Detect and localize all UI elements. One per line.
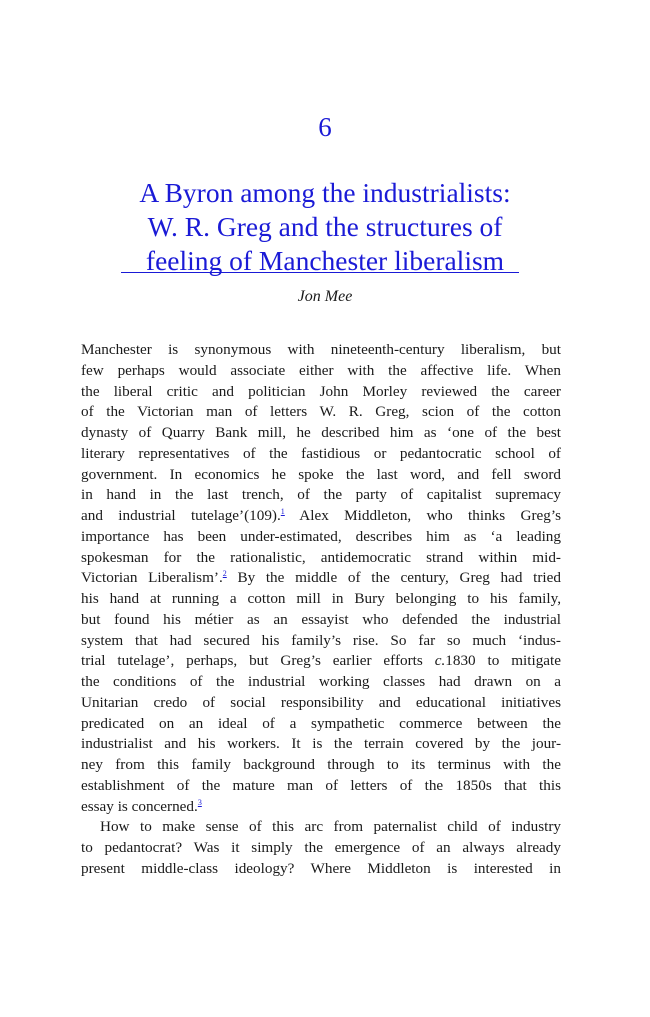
text-line: few perhaps would associate either with the affective life. When bbox=[81, 361, 561, 379]
text-line: but found his métier as an essayist who defended the industrial bbox=[81, 610, 561, 628]
title-underline bbox=[121, 272, 519, 273]
chapter-title-line: W. R. Greg and the structures of bbox=[147, 211, 503, 242]
text-line: present middle-class ideology? Where Middleton is interested in bbox=[81, 859, 561, 877]
text-segment: 1830 to mitigate bbox=[445, 652, 561, 670]
text-line: dynasty of Quarry Bank mill, he described him as ‘one of the best bbox=[81, 424, 561, 441]
text-line: industrialist and his workers. It is the terrain covered by the jour- bbox=[81, 735, 561, 753]
text-line: the liberal critic and politician John Morley reviewed the career bbox=[81, 382, 561, 400]
text-line bbox=[81, 506, 561, 527]
text-segment: Alex Middleton, who thinks Greg’s bbox=[284, 507, 561, 524]
text-line: his hand at running a cotton mill in Bury belonging to his family, bbox=[81, 590, 561, 607]
text-line bbox=[81, 568, 561, 589]
text-line: predicated on an ideal of a sympathetic commerce between the bbox=[81, 714, 561, 732]
text-segment: By the middle of the century, Greg had tried bbox=[226, 569, 561, 587]
text-segment: essay is concerned. bbox=[81, 797, 198, 815]
author-name: Jon Mee bbox=[297, 288, 353, 305]
text-line: to pedantocrat? Was it simply the emergence of an always already bbox=[81, 839, 561, 856]
text-line: establishment of the mature man of letters of the 1850s that this bbox=[81, 776, 561, 794]
footnote-link-3[interactable]: 3 bbox=[197, 797, 202, 807]
text-line: spokesman for the rationalistic, antidemocratic strand within mid- bbox=[81, 548, 561, 566]
text-line: literary representatives of the fastidious or pedantocratic school of bbox=[81, 444, 561, 462]
chapter-title-line: feeling of Manchester liberalism bbox=[145, 245, 505, 276]
text-line: the conditions of the industrial working classes had drawn on a bbox=[81, 673, 561, 690]
text-segment: trial tutelage’, perhaps, but Greg’s earlier efforts bbox=[81, 652, 435, 670]
text-segment: Victorian Liberalism’. bbox=[81, 569, 223, 587]
text-segment: and industrial tutelage’(109). bbox=[81, 507, 281, 524]
footnote-link-1[interactable]: 1 bbox=[280, 507, 285, 516]
chapter-number: 6 bbox=[318, 112, 332, 142]
text-line: How to make sense of this arc from paternalist child of industry bbox=[100, 818, 561, 836]
text-line: system that had secured his family’s rise. So far so much ‘indus- bbox=[81, 631, 561, 649]
text-line bbox=[81, 651, 561, 672]
body-text bbox=[81, 340, 561, 880]
footnote-link-2[interactable]: 2 bbox=[222, 569, 227, 579]
chapter-title bbox=[90, 176, 560, 278]
text-line bbox=[81, 797, 561, 818]
circa-abbreviation: c. bbox=[434, 652, 446, 670]
text-line: Unitarian credo of social responsibility and educational initiatives bbox=[81, 693, 561, 711]
text-line: government. In economics he spoke the last word, and fell sword bbox=[81, 465, 561, 483]
text-line: of the Victorian man of letters W. R. Greg, scion of the cotton bbox=[81, 403, 561, 421]
text-line: ney from this family background through to its terminus with the bbox=[81, 756, 561, 773]
chapter-title-line: A Byron among the industrialists: bbox=[139, 177, 511, 208]
text-line: in hand in the last trench, of the party of capitalist supremacy bbox=[81, 486, 561, 504]
text-line: importance has been under-estimated, describes him as ‘a leading bbox=[81, 527, 561, 545]
text-line: Manchester is synonymous with nineteenth-century liberalism, but bbox=[81, 341, 561, 358]
